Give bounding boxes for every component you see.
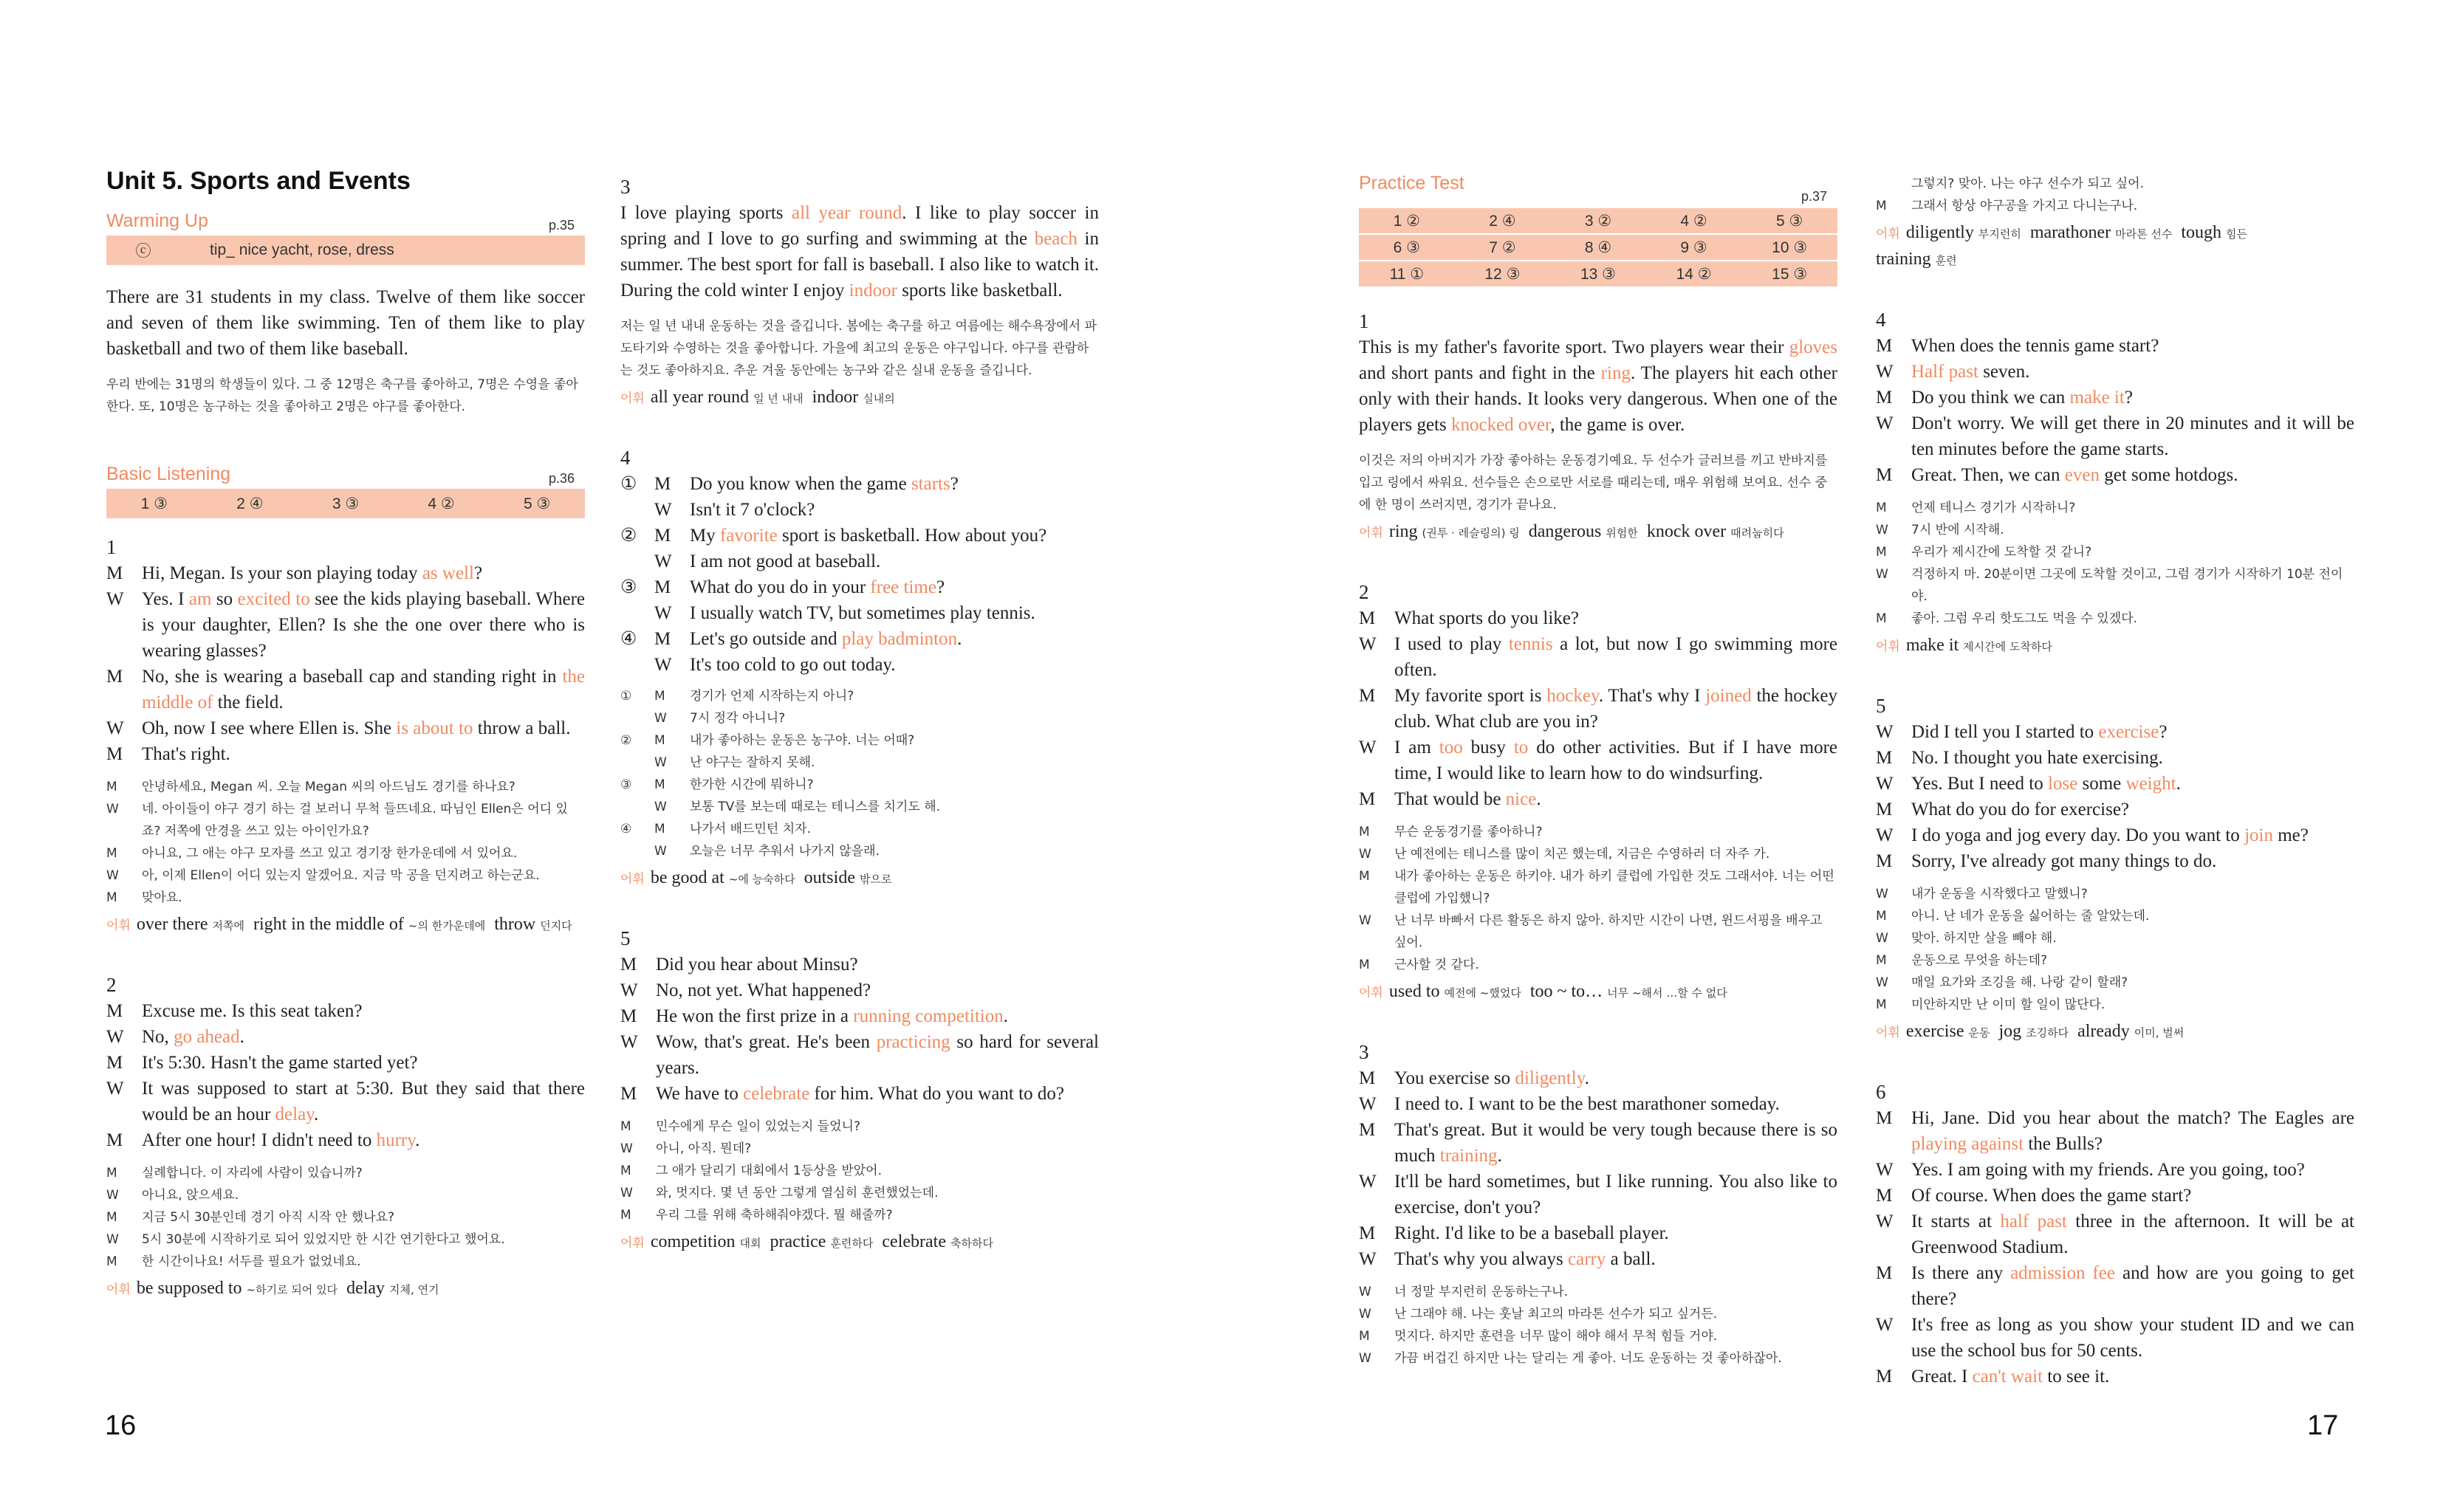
dialogue-line: W Don't worry. We will get there in 20 minutes and it will be ten minutes before the game starts.	[1876, 413, 2354, 459]
translation-line: M 실례합니다. 이 자리에 사람이 있습니까?	[106, 1166, 363, 1181]
dialogue-line: M Sorry, I've already got many things to do.	[1876, 851, 2217, 871]
translation-line: ② M 내가 좋아하는 운동은 농구야. 너는 어때?	[620, 733, 915, 748]
question-number: 2	[1359, 581, 1369, 603]
question-number: 5	[1876, 695, 1886, 717]
translation-line: W 7시 반에 시작해.	[1876, 523, 2004, 537]
page-number-right: 17	[2307, 1410, 2339, 1441]
dialogue-line: M Is there any admission fee and how are you going to get there?	[1876, 1263, 2354, 1309]
translation-line: W 7시 정각 아니니?	[654, 711, 786, 726]
practice-test-title: Practice Test	[1359, 173, 1464, 193]
dialogue-line: W I do yoga and jog every day. Do you want to join me?	[1876, 825, 2309, 845]
dialogue-line: M He won the first prize in a running competition.	[620, 1006, 1008, 1026]
warming-up-page: p.35	[548, 218, 575, 233]
monologue-script: This is my father's favorite sport. Two players wear their gloves and short pants and fight in the ring. The players hit each other only with their hands. It looks very dangerous. When one of the players gets knocked over, the game is over.	[1359, 337, 1838, 435]
translation-line: M 좋아. 그럼 우리 핫도그도 먹을 수 있겠다.	[1876, 611, 2137, 626]
basic-listening-header	[106, 459, 585, 489]
translation-line: M 우리 그를 위해 축하해줘야겠다. 뭘 해줄까?	[620, 1208, 893, 1223]
answer-row: 1 ② 2 ④ 3 ② 4 ② 5 ③	[1359, 208, 1837, 235]
vocabulary-box: 어휘 used to 예전에 ~했었다 too ~ to… 너무 ~해서 …할 수 없다	[1359, 982, 1727, 1001]
dialogue-line: M You exercise so diligently.	[1359, 1068, 1589, 1088]
answer-1: 1 ③	[140, 495, 168, 512]
question-number: 1	[1359, 310, 1369, 332]
translation-line: W 아니, 아직. 뭔데?	[620, 1141, 752, 1156]
dialogue-line: M What do you do for exercise?	[1876, 800, 2130, 819]
dialogue-line: W Half past seven.	[1876, 362, 2030, 382]
monologue-script: I love playing sports all year round. I like to play soccer in spring and I love to go surfing and swimming at the beach in summer. The best sport for fall is baseball. I also like to watch it. During the cold winter I enjoy indoor sports like basketball.	[620, 203, 1100, 300]
dialogue-line: M That would be nice.	[1359, 789, 1541, 809]
answer-row: 6 ③ 7 ② 8 ④ 9 ③ 10 ③	[1359, 235, 1837, 261]
question-number: 2	[106, 974, 117, 996]
translation-line: W 네. 아이들이 야구 경기 하는 걸 보러니 무척 들뜨네요. 따님인 Ellen은 어디 있죠? 저쪽에 안경을 쓰고 있는 아이인가요?	[106, 802, 568, 839]
dialogue-line: W Did I tell you I started to exercise?	[1876, 722, 2168, 742]
dialogue-line: W I need to. I want to be the best marathoner someday.	[1359, 1094, 1780, 1114]
translation-line: M 아니. 난 네가 운동을 싫어하는 줄 알았는데.	[1876, 909, 2150, 924]
translation-line: W 걱정하지 마. 20분이면 그곳에 도착할 것이고, 그럼 경기가 시작하기 10분 전이야.	[1876, 567, 2343, 604]
translation-line: M 우리가 제시간에 도착할 것 같니?	[1876, 545, 2092, 560]
vocabulary-box: 어휘 competition 대회 practice 훈련하다 celebrate 축하하다	[620, 1232, 993, 1251]
translation-line: W 난 그래야 해. 나는 훗날 최고의 마라톤 선수가 되고 싶거든.	[1359, 1307, 1718, 1322]
dialogue-line: M When does the tennis game start?	[1876, 336, 2159, 356]
page-number-left: 16	[105, 1410, 137, 1441]
question-number: 1	[106, 536, 117, 558]
answer-row: 11 ① 12 ③ 13 ③ 14 ② 15 ③	[1389, 265, 1808, 283]
dialogue-line: ④ M Let's go outside and play badminton.	[620, 629, 962, 649]
dialogue-line: M That's right.	[106, 744, 230, 764]
translation-line: M 아니요, 그 애는 야구 모자를 쓰고 있고 경기장 한가운데에 서 있어요.	[106, 846, 518, 861]
vocabulary-box: 어휘 over there 저쪽에 right in the middle of ~의 한가운데에 throw 던지다	[106, 915, 572, 934]
dialogue-line: W It was supposed to start at 5:30. But they said that there would be an hour delay.	[106, 1079, 585, 1124]
dialogue-line: M We have to celebrate for him. What do you want to do?	[620, 1084, 1064, 1104]
dialogue-line: M That's great. But it would be very tough because there is so much training.	[1359, 1120, 1837, 1166]
basic-listening-page: p.36	[548, 471, 575, 486]
translation-line: M 무슨 운동경기를 좋아하니?	[1359, 825, 1543, 839]
dialogue-line: W No, not yet. What happened?	[620, 980, 871, 1000]
practice-test-page: p.37	[1800, 189, 1827, 204]
dialogue-line: M After one hour! I didn't need to hurry.	[106, 1130, 420, 1150]
dialogue-line: W It starts at half past three in the afternoon. It will be at Greenwood Stadium.	[1876, 1212, 2354, 1257]
translation-line: W 매일 요가와 조깅을 해. 나랑 같이 할래?	[1876, 975, 2128, 990]
translation-line: W 너 정말 부지런히 운동하는구나.	[1359, 1285, 1569, 1299]
translation-line: W 5시 30분에 시작하기로 되어 있었지만 한 시간 연기한다고 했어요.	[106, 1232, 505, 1247]
practice-test-answers	[1359, 208, 1837, 286]
warming-up-tip: tip_ nice yacht, rose, dress	[210, 241, 394, 258]
translation-line: ③ M 한가한 시간에 뭐하니?	[620, 777, 814, 792]
basic-listening-title: Basic Listening	[106, 464, 231, 484]
dialogue-line: M Hi, Megan. Is your son playing today as well?	[106, 563, 483, 583]
dialogue-line: M Great. I can't wait to see it.	[1876, 1367, 2110, 1386]
dialogue-line: M What sports do you like?	[1359, 608, 1579, 628]
dialogue-line: W I used to play tennis a lot, but now I go swimming more often.	[1359, 634, 1838, 680]
translation-line: W 난 야구는 잘하지 못해.	[654, 755, 815, 770]
vocabulary-box: 어휘 all year round 일 년 내내 indoor 실내의	[620, 388, 895, 407]
translation-line: M 미안하지만 난 이미 할 일이 많단다.	[1876, 997, 2105, 1012]
column-3	[1359, 173, 1837, 1370]
translation-line: ① M 경기가 언제 시작하는지 아니?	[620, 689, 854, 704]
question-number: 6	[1876, 1081, 1886, 1103]
translation-line: M 그 애가 달리기 대회에서 1등상을 받았어.	[620, 1164, 882, 1178]
dialogue-line: W It's too cold to go out today.	[654, 655, 896, 675]
vocabulary-box: 어휘 make it 제시간에 도착하다	[1876, 636, 2052, 655]
dialogue-line: M Right. I'd like to be a baseball player.	[1359, 1223, 1669, 1243]
warming-up-script: There are 31 students in my class. Twelve of them like soccer and seven of them like swimming. Ten of them like to play basketball and two of them like baseball.	[106, 287, 585, 359]
translation-line: M 내가 좋아하는 운동은 하키야. 내가 하키 클럽에 가입한 것도 그래서야. 너는 어떤 클럽에 가입했니?	[1359, 869, 1834, 906]
dialogue-line: W I am not good at baseball.	[654, 551, 881, 571]
question-number: 3	[1359, 1041, 1369, 1063]
dialogue-line: M Did you hear about Minsu?	[620, 955, 858, 975]
question-number: 5	[620, 927, 631, 949]
dialogue-line: W Isn't it 7 o'clock?	[654, 500, 815, 520]
translation-line: M 안녕하세요, Megan 씨. 오늘 Megan 씨의 아드님도 경기를 하나요?	[106, 780, 515, 794]
dialogue-line: M My favorite sport is hockey. That's why I joined the hockey club. What club are you in?	[1359, 686, 1837, 732]
column-1	[106, 167, 585, 1302]
translation-line: W 오늘은 너무 추워서 나가지 않을래.	[654, 844, 880, 859]
dialogue-line: W I usually watch TV, but sometimes play tennis.	[654, 603, 1035, 623]
unit-title: Unit 5. Sports and Events	[106, 167, 411, 195]
dialogue-line: ② M My favorite sport is basketball. How about you?	[620, 526, 1047, 546]
translation-line: M 한 시간이나요! 서두를 필요가 없었네요.	[106, 1254, 361, 1269]
warming-up-translation: 우리 반에는 31명의 학생들이 있다. 그 중 12명은 축구를 좋아하고, 7명은 수영을 좋아한다. 또, 10명은 농구하는 것을 좋아하고 2명은 야구를 좋아한다.	[106, 377, 578, 414]
dialogue-line: W Yes. But I need to lose some weight.	[1876, 774, 2181, 794]
dialogue-line: M Do you think we can make it?	[1876, 388, 2133, 408]
translation-paragraph: 이것은 저의 아버지가 가장 좋아하는 운동경기예요. 두 선수가 글러브를 끼고 반바지를 입고 링에서 싸워요. 선수들은 손으로만 서로를 때리는데, 매우 위험해 보여요. 선수 중에 한 명이 쓰러지면, 경기가 끝나요.	[1359, 453, 1828, 512]
translation-line: W 가끔 버겁긴 하지만 나는 달리는 게 좋아. 너도 운동하는 것 좋아하잖아.	[1359, 1351, 1782, 1366]
translation-line: W 난 예전에는 테니스를 많이 치곤 했는데, 지금은 수영하러 더 자주 가.	[1359, 847, 1770, 862]
translation-paragraph: 저는 일 년 내내 운동하는 것을 즐깁니다. 봄에는 축구를 하고 여름에는 해수욕장에서 파도타기와 수영하는 것을 좋아합니다. 가을에 최고의 운동은 야구입니다. 야구를 관람하는 것도 좋아하지요. 추운 겨울 동안에는 농구와 같은 실내 운동을 즐깁니다.	[620, 319, 1097, 378]
vocabulary-box: 어휘 be supposed to ~하기로 되어 있다 delay 지체, 연기	[106, 1279, 439, 1298]
warming-up-answer: ⓒ	[135, 243, 151, 260]
vocabulary-box: 어휘 diligently 부지런히 marathoner 마라톤 선수 tough 힘든 training 훈련	[1876, 223, 2247, 269]
translation-line: M 운동으로 무엇을 하는데?	[1876, 953, 2048, 968]
column-4	[1876, 173, 2354, 1389]
translation-line: M 지금 5시 30분인데 경기 아직 시작 안 했나요?	[106, 1210, 395, 1225]
translation-line: W 아니요, 앉으세요.	[106, 1188, 239, 1203]
answer-5: 5 ③	[524, 495, 551, 512]
translation-line: M 언제 테니스 경기가 시작하니?	[1876, 501, 2076, 515]
translation-line: W 내가 운동을 시작했다고 말했니?	[1876, 887, 2088, 901]
translation-line: W 아, 이제 Ellen이 어디 있는지 알겠어요. 지금 막 공을 던지려고 하는군요.	[106, 868, 540, 883]
question-number: 4	[1876, 309, 1886, 331]
dialogue-line: W I am too busy to do other activities. But if I have more time, I would like to learn how to do windsurfing.	[1359, 738, 1837, 783]
translation-line: M 멋지다. 하지만 훈련을 너무 많이 해야 해서 무척 힘들 거야.	[1359, 1329, 1718, 1344]
answer-3: 3 ③	[332, 495, 360, 512]
dialogue-line: W It's free as long as you show your student ID and we can use the school bus for 50 cents.	[1876, 1315, 2354, 1361]
vocabulary-box: 어휘 ring (권투 · 레슬링의) 링 dangerous 위험한 knock over 때려눕히다	[1359, 522, 1784, 541]
translation-line: M 맞아요.	[106, 890, 182, 905]
warming-up-header	[106, 206, 585, 236]
dialogue-line: W That's why you always carry a ball.	[1359, 1249, 1656, 1269]
warming-up-title: Warming Up	[106, 210, 208, 231]
dialogue-line: M Excuse me. Is this seat taken?	[106, 1001, 363, 1021]
dialogue-line: W Yes. I am going with my friends. Are you going, too?	[1876, 1160, 2305, 1180]
translation-line: M 민수에게 무슨 일이 있었는지 들었니?	[620, 1119, 860, 1134]
translation-line: W 난 너무 바빠서 다른 활동은 하지 않아. 하지만 시간이 나면, 윈드서핑을 배우고 싶어.	[1359, 913, 1823, 950]
dialogue-line: M No. I thought you hate exercising.	[1876, 748, 2163, 768]
dialogue-line: W Oh, now I see where Ellen is. She is about to throw a ball.	[106, 718, 571, 738]
basic-listening-answers	[106, 489, 585, 518]
vocabulary-box: 어휘 exercise 운동 jog 조깅하다 already 이미, 벌써	[1876, 1022, 2185, 1041]
dialogue-line: M Hi, Jane. Did you hear about the match? The Eagles are playing against the Bulls?	[1876, 1108, 2354, 1154]
question-number: 4	[620, 447, 631, 469]
practice-test-header	[1359, 173, 1837, 204]
translation-line: W 맞아. 하지만 살을 빼야 해.	[1876, 931, 2057, 946]
translation-line: 그렇지? 맞아. 나는 야구 선수가 되고 싶어.	[1911, 176, 2145, 191]
translation-line: ④ M 나가서 배드민턴 치자.	[620, 822, 812, 836]
translation-line: M 그래서 항상 야구공을 가지고 다니는구나.	[1876, 199, 2138, 213]
dialogue-line: W Yes. I am so excited to see the kids playing baseball. Where is your daughter, Ellen? Is she the one over there who is wearing glasses?	[106, 589, 586, 661]
dialogue-line: M It's 5:30. Hasn't the game started yet?	[106, 1053, 418, 1073]
dialogue-line: W It'll be hard sometimes, but I like running. You also like to exercise, don't you?	[1359, 1172, 1837, 1217]
answer-2: 2 ④	[236, 495, 264, 512]
dialogue-line: M Great. Then, we can even get some hotdogs.	[1876, 465, 2238, 485]
dialogue-line: M Of course. When does the game start?	[1876, 1186, 2192, 1206]
translation-line: W 보통 TV를 보는데 때로는 테니스를 치기도 해.	[654, 800, 941, 814]
warming-up-answer-band	[106, 236, 585, 265]
translation-line: M 근사할 것 같다.	[1359, 958, 1479, 972]
dialogue-line: W No, go ahead.	[106, 1027, 244, 1047]
dialogue-line: ③ M What do you do in your free time?	[620, 577, 945, 597]
question-number: 3	[620, 176, 631, 198]
vocabulary-box: 어휘 be good at ~에 능숙하다 outside 밖으로	[620, 868, 892, 887]
dialogue-line: M No, she is wearing a baseball cap and standing right in the middle of the field.	[106, 667, 585, 712]
answer-4: 4 ②	[428, 495, 455, 512]
dialogue-line: W Wow, that's great. He's been practicing so hard for several years.	[620, 1032, 1099, 1078]
column-2	[620, 174, 1099, 1256]
dialogue-line: ① M Do you know when the game starts?	[620, 474, 959, 494]
translation-line: W 와, 멋지다. 몇 년 동안 그렇게 열심히 훈련했었는데.	[620, 1186, 939, 1200]
